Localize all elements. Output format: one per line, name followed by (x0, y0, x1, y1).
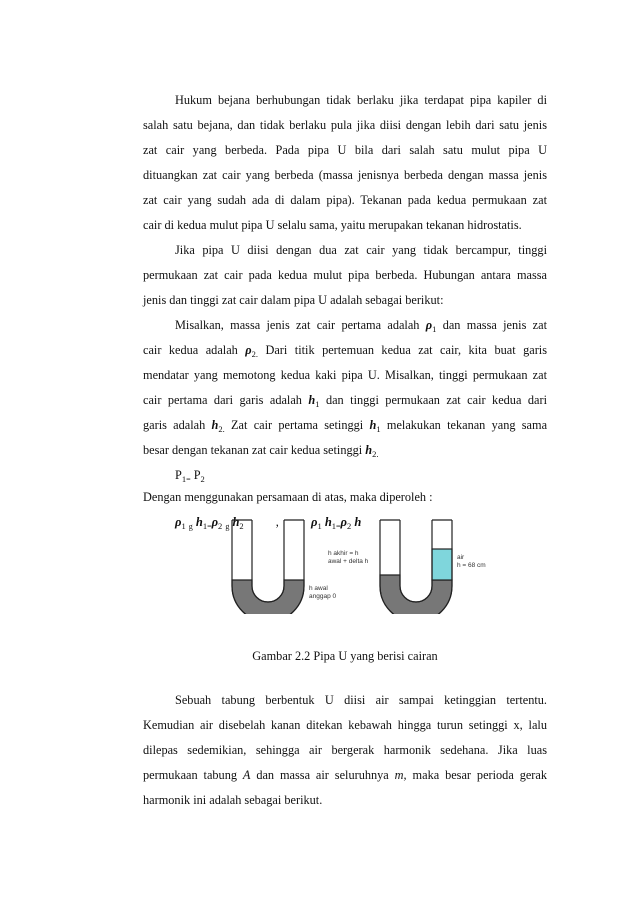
area-symbol: A (242, 768, 251, 782)
paragraph-1-line-3: zat cair yang berbeda. Pada pipa U bila dari salah satu mulut pipa U (143, 143, 547, 157)
equation-right: $\rho_1$ $h_{1=}\rho_2$ h (311, 515, 362, 531)
right-u-tube (380, 520, 452, 614)
h-1-symbol: $h_1$ (308, 393, 320, 409)
paragraph-3-line-3: mendatar yang memotong kedua kaki pipa U. Misalkan, tinggi permukaan zat (143, 368, 547, 382)
text: melakukan tekanan yang sama (386, 418, 548, 432)
right-u-tube-liquid (380, 575, 452, 614)
paragraph-3-line-6 (143, 442, 547, 459)
text: Misalkan, massa jenis zat cair pertama adalah (175, 318, 420, 332)
paragraph-2-line-1: Jika pipa U diisi dengan dua zat cair yang tidak bercampur, tinggi (175, 243, 547, 257)
equation-comma: , (275, 515, 279, 529)
anggap-0-label: anggap 0 (309, 593, 337, 600)
paragraph-3-line-2 (143, 342, 547, 359)
pressure-equation: $P_{1=}$ $P_2$ (175, 468, 205, 484)
text: cair pertama dari garis adalah (143, 393, 302, 407)
paragraph-4-line-1: Sebuah tabung berbentuk U diisi air sampai ketinggian tertentu. (175, 693, 547, 707)
text: besar dengan tekanan zat cair kedua setinggi (143, 443, 363, 457)
text: dan tinggi permukaan zat cair kedua dari (325, 393, 547, 407)
h-68-cm-label: h = 68 cm (457, 562, 486, 569)
paragraph-1-line-6: cair di kedua mulut pipa U selalu sama, yaitu merupakan tekanan hidrostatis. (143, 218, 522, 232)
paragraph-1-line-2: salah satu bejana, dan tidak berlaku pula jika diisi dengan lebih dari satu jenis (143, 118, 547, 132)
left-u-tube-liquid (232, 580, 304, 614)
text: garis adalah (143, 418, 206, 432)
paragraph-3-line-5 (143, 417, 547, 434)
paragraph-1-line-5: zat cair yang sudah ada di dalam pipa). Tekanan pada kedua permukaan zat (143, 193, 547, 207)
text: Zat cair pertama setinggi (231, 418, 364, 432)
paragraph-3-line-1 (175, 317, 547, 334)
paragraph-1-line-4: dituangkan zat cair yang berbeda (massa jenisnya berbeda dengan massa jenis (143, 168, 547, 182)
paragraph-4-line-2: Kemudian air disebelah kanan ditekan kebawah hingga turun setinggi x, lalu (143, 718, 547, 732)
h-1-symbol: $h_1$ (369, 418, 381, 434)
paragraph-4-line-5: harmonik ini adalah sebagai berikut. (143, 793, 323, 807)
awal-delta-h-label: awal + delta h (328, 558, 369, 565)
text: Dari titik pertemuan kedua zat cair, kita buat garis (265, 343, 547, 357)
equation-left: $\rho_1$ $_g$ $h_{1=}\rho_2$ $_g$ $h_2$ (175, 515, 244, 531)
paragraph-2-line-3: jenis dan tinggi zat cair dalam pipa U adalah sebagai berikut: (143, 293, 444, 307)
mass-symbol: m, (394, 768, 407, 782)
right-u-tube-water (432, 549, 452, 580)
text: permukaan tabung (143, 768, 237, 782)
text: dan massa air seluruhnya (256, 768, 389, 782)
text: maka besar perioda gerak (412, 768, 547, 782)
text: cair kedua adalah (143, 343, 238, 357)
paragraph-3-line-4 (143, 392, 547, 409)
paragraph-4-line-3: dilepas sedemikian, sehingga air bergerak harmonik sedehana. Jika luas (143, 743, 547, 757)
rho-1-symbol: $\rho_1$ (425, 318, 437, 334)
paragraph-4-line-4 (143, 767, 547, 783)
paragraph-2-line-2: permukaan zat cair pada kedua mulut pipa berbeda. Hubungan antara massa (143, 268, 547, 282)
derivation-intro: Dengan menggunakan persamaan di atas, maka diperoleh : (143, 490, 433, 504)
rho-2-symbol: $\rho_{2.}$ (245, 343, 258, 359)
u-tube-figure (228, 518, 496, 614)
text: dan massa jenis zat (442, 318, 548, 332)
h-akhir-label: h akhir = h (328, 550, 359, 557)
h-2-symbol: $h_{2.}$ (211, 418, 225, 434)
h-2-symbol: $h_{2.}$ (365, 443, 379, 459)
air-label: air (457, 554, 465, 561)
left-u-tube (232, 520, 304, 614)
figure-caption: Gambar 2.2 Pipa U yang berisi cairan (252, 649, 438, 663)
h-awal-label: h awal (309, 585, 328, 592)
paragraph-1-line-1: Hukum bejana berhubungan tidak berlaku jika terdapat pipa kapiler di (175, 93, 547, 107)
